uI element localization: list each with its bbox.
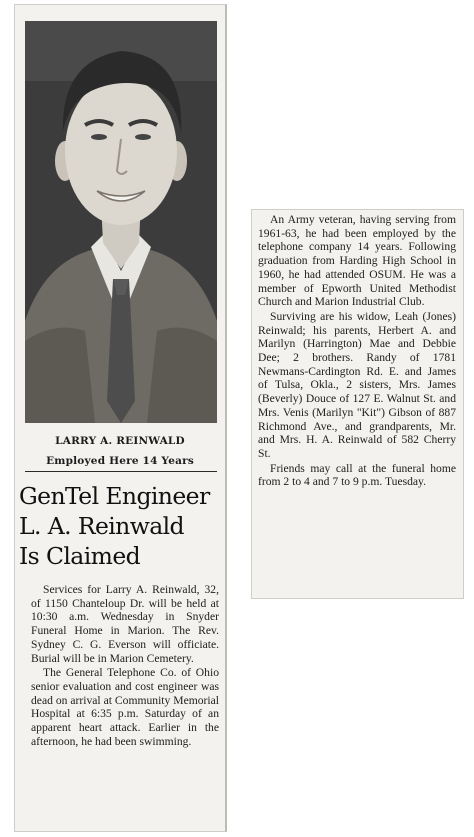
headline-line-3: Is Claimed (19, 542, 141, 570)
clipping-left-column (14, 4, 227, 832)
portrait-illustration (25, 21, 217, 423)
paragraph-survivors: Surviving are his widow, Leah (Jones) Reinwald; his parents, Herbert A. and Marilyn (Harrington) Mae and Debbie Dee; 2 brothers. Randy of 1781 Newmans-Cardington Rd. E. and James of Tulsa, Okla., 2 sisters, Mrs. James (Beverly) Douce of 127 E. Walnut St. and Mrs. Venis (Marilyn "Kit") Gibson of 887 Richmond Ave., and grandparents, Mr. and Mrs. H. A. Reinwald of 582 Cherry St. (258, 309, 456, 460)
headline-line-1: GenTel Engineer (19, 482, 210, 510)
paragraph-visitation: Friends may call at the funeral home from 2 to 4 and 7 to 9 p.m. Tuesday. (258, 461, 456, 489)
article-headline (19, 481, 223, 571)
caption-name: LARRY A. REINWALD (55, 435, 185, 447)
portrait-photo (25, 21, 217, 423)
photo-caption (15, 431, 225, 471)
clipping-right-column (251, 209, 464, 599)
headline-line-2: L. A. Reinwald (19, 512, 184, 540)
paragraph-death: The General Telephone Co. of Ohio senior evaluation and cost engineer was dead on arrival at Community Memorial Hospital at 6:35 p.m. Saturday of an apparent heart attack. Earlier in the afternoon, he had been swimming. (31, 666, 219, 748)
article-body-right (258, 213, 456, 490)
caption-subtitle: Employed Here 14 Years (46, 455, 194, 467)
caption-divider (25, 471, 217, 472)
paragraph-career: An Army veteran, having serving from 1961-63, he had been employed by the telephone company 14 years. Following graduation from Harding High School in 1960, he had attended OSUM. He was a member of Epworth United Methodist Church and Marion Industrial Club. (258, 213, 456, 309)
article-body-left (31, 583, 219, 749)
paragraph-services: Services for Larry A. Reinwald, 32, of 1150 Chanteloup Dr. will be held at 10:30 a.m. Wednesday in Snyder Funeral Home in Marion. The Rev. Sydney C. G. Everson will officiate. Burial will be in Marion Cemetery. (31, 583, 219, 665)
